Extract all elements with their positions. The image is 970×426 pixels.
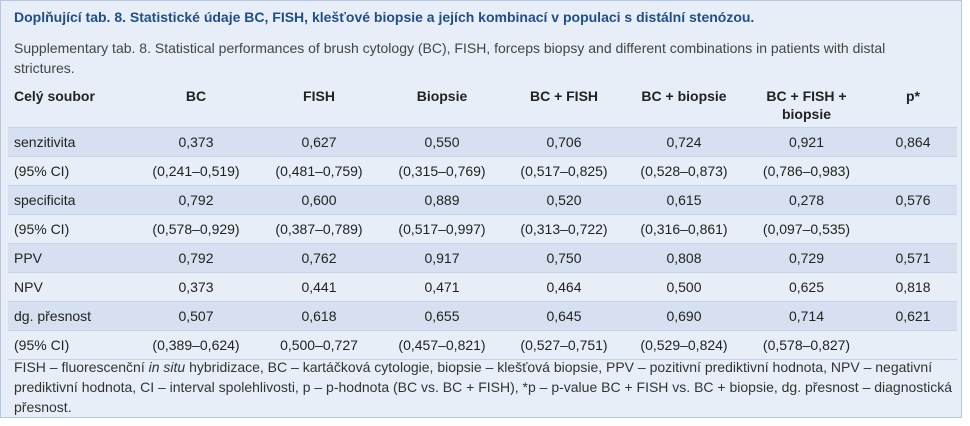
table-cell: NPV	[8, 273, 134, 302]
table-cell: PPV	[8, 244, 134, 273]
table-cell: 0,520	[504, 186, 624, 215]
column-header: Biopsie	[416, 88, 468, 104]
table-cell: (0,517–0,825)	[504, 157, 624, 186]
table-cell: (0,517–0,997)	[380, 215, 504, 244]
table-row	[8, 244, 957, 273]
table-cell: 0,571	[869, 244, 957, 273]
table-row	[8, 186, 957, 215]
table-row	[8, 331, 957, 360]
table-row	[8, 157, 957, 186]
statistics-table	[8, 85, 957, 360]
table-cell: (0,578–0,827)	[744, 331, 869, 360]
table-cell: 0,889	[380, 186, 504, 215]
table-cell: 0,690	[624, 302, 744, 331]
table-header-row	[8, 85, 957, 128]
table-cell: 0,576	[869, 186, 957, 215]
column-header: BC + FISH	[529, 88, 599, 104]
table-cell: (95% CI)	[8, 215, 134, 244]
table-cell: (0,389–0,624)	[134, 331, 258, 360]
table-cell: 0,625	[744, 273, 869, 302]
column-header: BC + FISH + biopsie	[766, 88, 847, 122]
table-cell: (0,786–0,983)	[744, 157, 869, 186]
table-cell: 0,750	[504, 244, 624, 273]
table-cell: 0,808	[624, 244, 744, 273]
table-title: Doplňující tab. 8. Statistické údaje BC, FISH, klešťové biopsie a jejích kombinací v populaci s distální stenózou.	[14, 9, 755, 25]
table-cell: 0,373	[134, 273, 258, 302]
table-cell: 0,645	[504, 302, 624, 331]
table-cell: 0,792	[134, 186, 258, 215]
column-header: BC	[185, 88, 207, 104]
table-cell: 0,864	[869, 128, 957, 157]
table-cell: 0,655	[380, 302, 504, 331]
table-cell: (0,241–0,519)	[134, 157, 258, 186]
table-cell: (0,481–0,759)	[258, 157, 380, 186]
table-cell: 0,615	[624, 186, 744, 215]
table-cell	[869, 157, 957, 186]
table-cell: 0,464	[504, 273, 624, 302]
table-cell: 0,921	[744, 128, 869, 157]
table-cell: 0,706	[504, 128, 624, 157]
table-cell: 0,618	[258, 302, 380, 331]
column-header: FISH	[303, 88, 335, 104]
table-cell: 0,627	[258, 128, 380, 157]
table-row	[8, 128, 957, 157]
table-cell: dg. přesnost	[8, 302, 134, 331]
footnote-italic: in situ	[148, 359, 186, 375]
table-cell: (0,527–0,751)	[504, 331, 624, 360]
table-cell: 0,724	[624, 128, 744, 157]
table-cell: (0,578–0,929)	[134, 215, 258, 244]
table-cell: 0,714	[744, 302, 869, 331]
table-cell: (0,457–0,821)	[380, 331, 504, 360]
table-subtitle: Supplementary tab. 8. Statistical performances of brush cytology (BC), FISH, forceps biopsy and different combinations in patients with distal strictures.	[14, 40, 886, 76]
table-cell: 0,729	[744, 244, 869, 273]
table-cell: 0,507	[134, 302, 258, 331]
footnote-text: FISH – fluorescenční	[14, 359, 149, 375]
column-header: Celý soubor	[14, 88, 95, 104]
table-cell: 0,621	[869, 302, 957, 331]
table-cell: 0,471	[380, 273, 504, 302]
table-cell: (0,316–0,861)	[624, 215, 744, 244]
table-cell: 0,917	[380, 244, 504, 273]
table-cell: (0,313–0,722)	[504, 215, 624, 244]
table-cell: (0,528–0,873)	[624, 157, 744, 186]
table-cell: (0,387–0,789)	[258, 215, 380, 244]
table-row	[8, 302, 957, 331]
table-cell	[869, 215, 957, 244]
table-cell: (0,097–0,535)	[744, 215, 869, 244]
column-header: p*	[906, 88, 920, 104]
table-row	[8, 273, 957, 302]
table-footnote	[14, 357, 954, 417]
table-cell: 0,550	[380, 128, 504, 157]
table-cell: 0,818	[869, 273, 957, 302]
table-cell: 0,373	[134, 128, 258, 157]
column-header: BC + biopsie	[641, 88, 727, 104]
table-cell: 0,500–0,727	[258, 331, 380, 360]
table-cell: (95% CI)	[8, 331, 134, 360]
table-cell: (0,529–0,824)	[624, 331, 744, 360]
table-cell: 0,762	[258, 244, 380, 273]
table-cell: (0,315–0,769)	[380, 157, 504, 186]
table-cell: 0,500	[624, 273, 744, 302]
table-cell: senzitivita	[8, 128, 134, 157]
table-cell: 0,278	[744, 186, 869, 215]
table-cell	[869, 331, 957, 360]
table-cell: 0,600	[258, 186, 380, 215]
footnote-text: hybridizace, BC – kartáčková cytologie, biopsie – klešťová biopsie, PPV – pozitivní prediktivní hodnota, NPV – negativní prediktivní hodnota, CI – interval spolehlivosti, p – p-hodnota (BC vs. BC + FISH), *p – p-value BC + FISH vs. BC + biopsie, dg. přesnost – diagnostická přesnost.	[14, 359, 953, 415]
table-cell: specificita	[8, 186, 134, 215]
table-row	[8, 215, 957, 244]
table-cell: 0,792	[134, 244, 258, 273]
table-cell: (95% CI)	[8, 157, 134, 186]
table-cell: 0,441	[258, 273, 380, 302]
